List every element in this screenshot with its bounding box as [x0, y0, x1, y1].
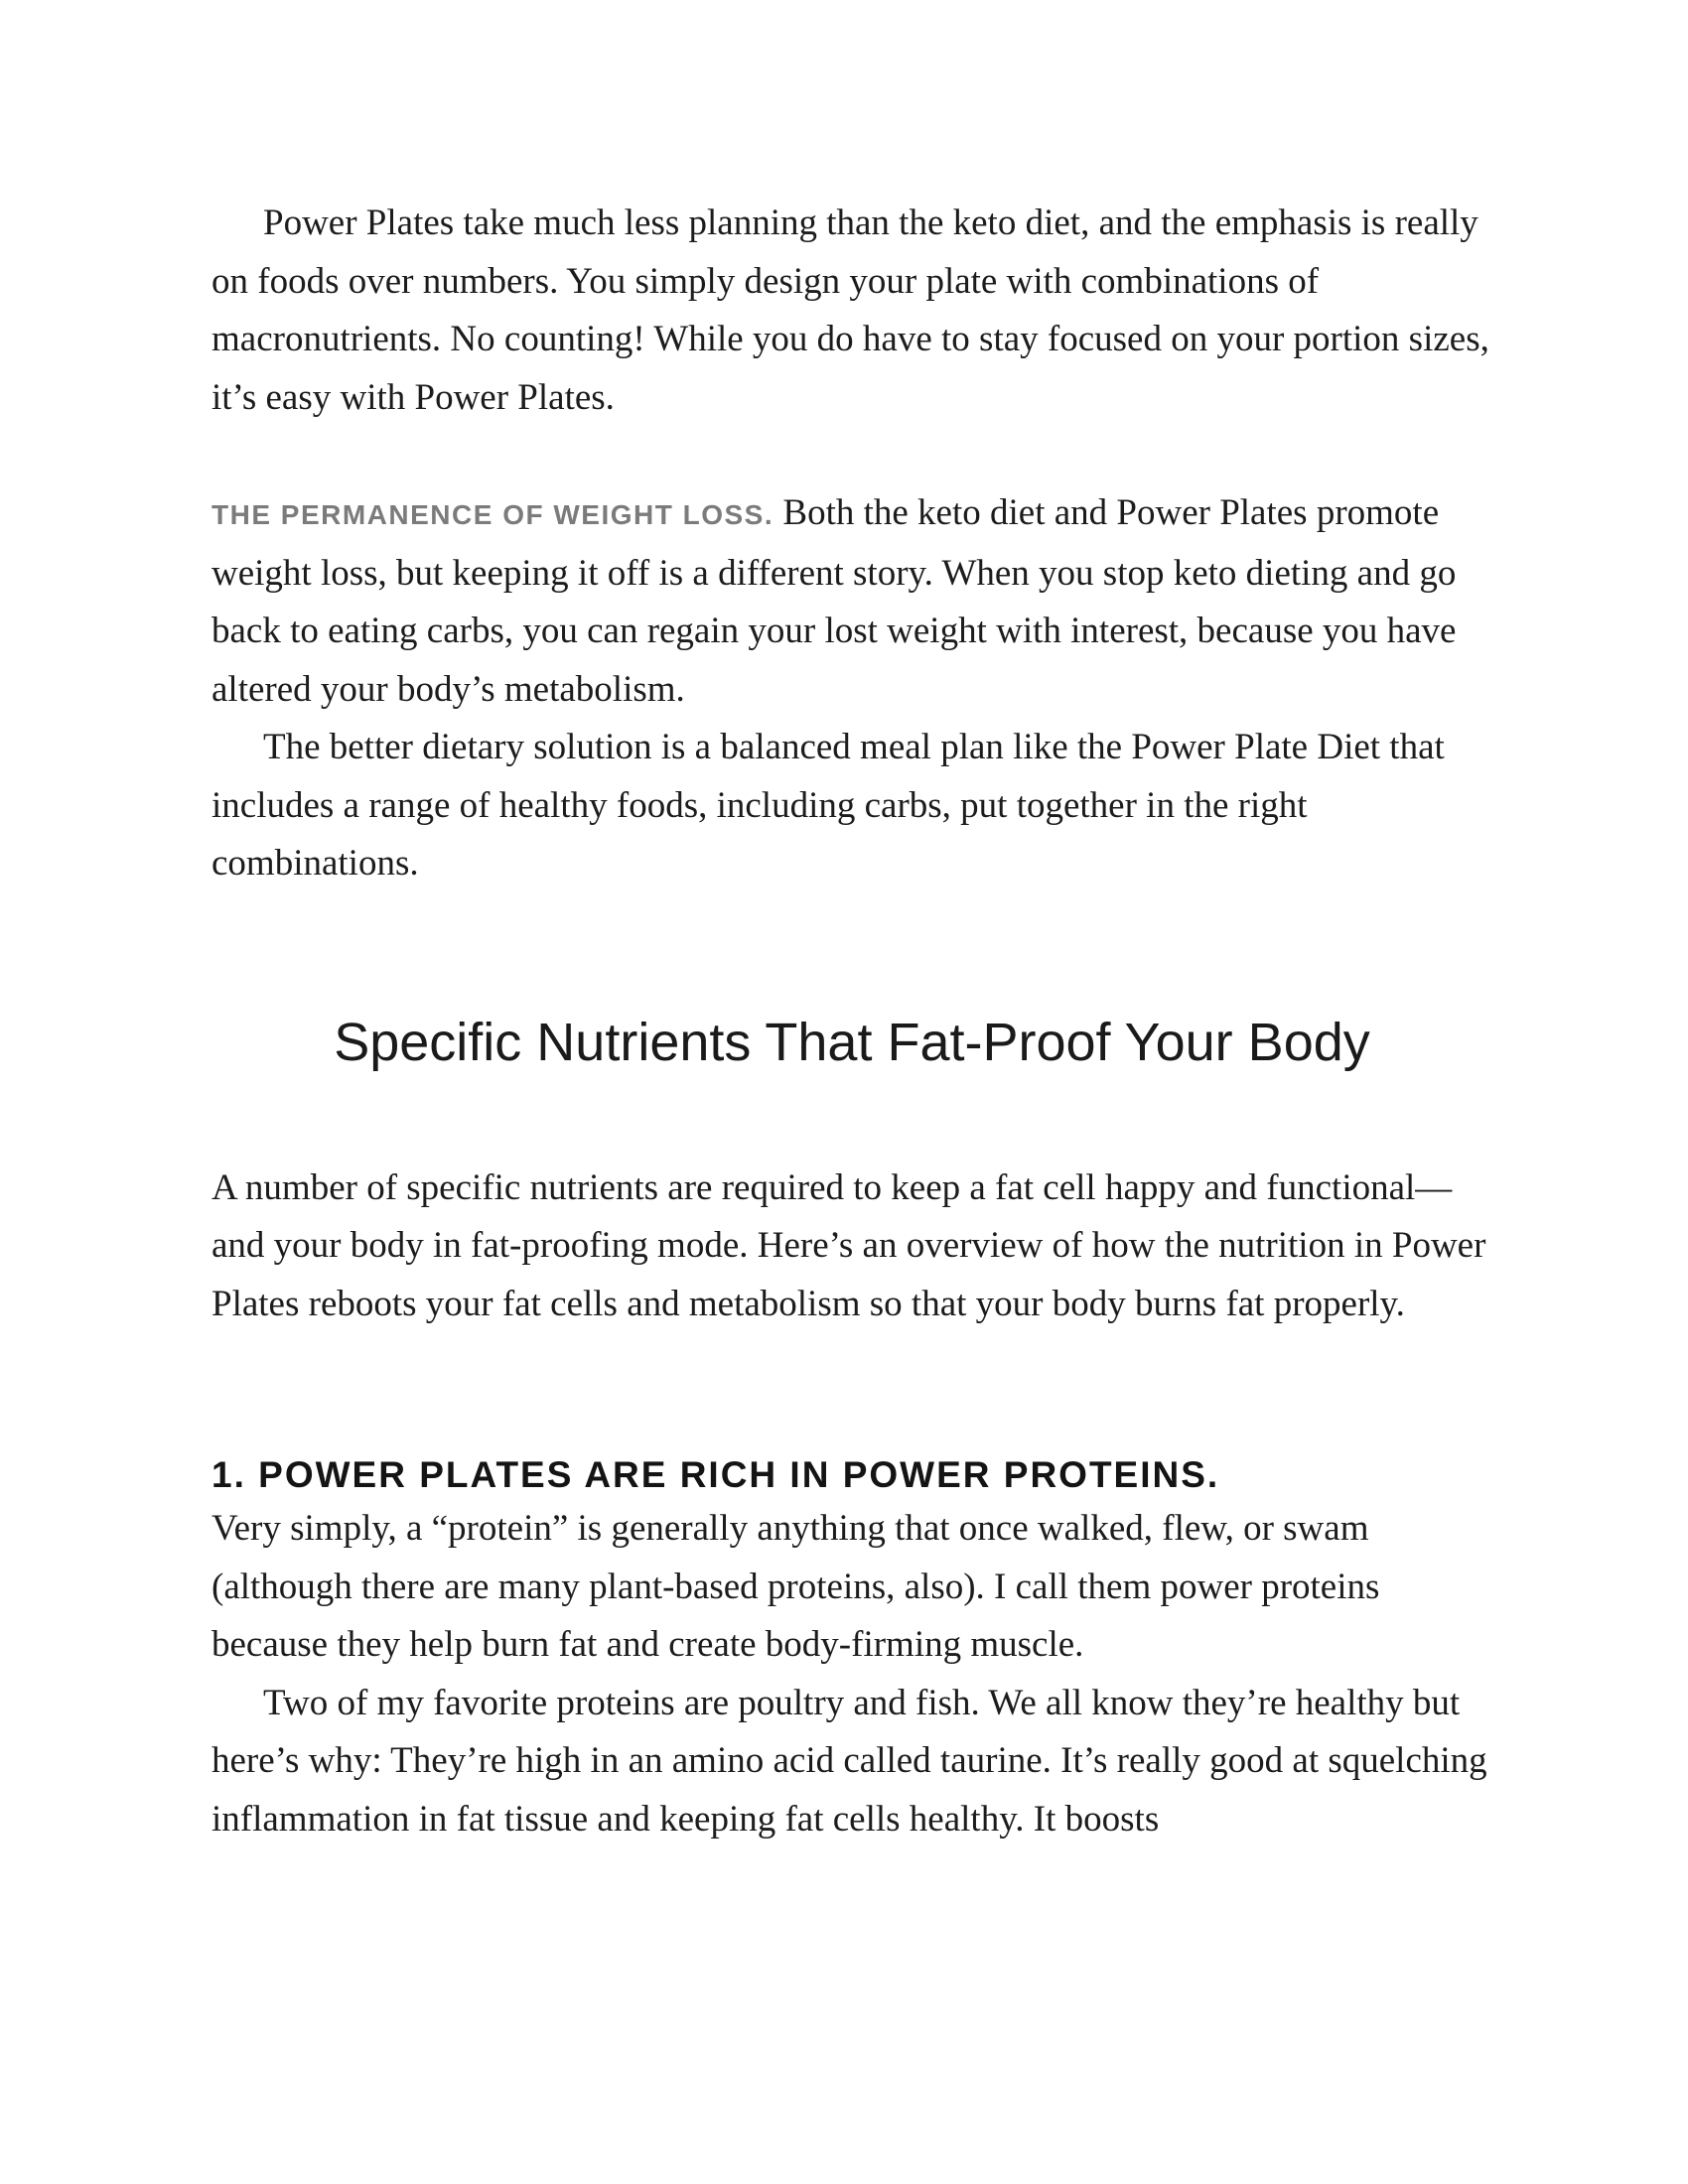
paragraph-better-solution: The better dietary solution is a balanced meal plan like the Power Plate Diet that includes a range of healthy foods, including carbs, put together in the right combinations. — [211, 727, 1445, 884]
subheading-power-proteins: 1. POWER PLATES ARE RICH IN POWER PROTEINS. — [211, 1454, 1220, 1495]
section-title: Specific Nutrients That Fat-Proof Your Body — [334, 1012, 1370, 1072]
paragraph-permanence — [211, 484, 1492, 719]
paragraph-poultry-fish: Two of my favorite proteins are poultry and fish. We all know they’re healthy but here’s why: They’re high in an amino acid called taurine. It’s really good at squelching inflammation in fat tissue and keeping fat cells healthy. It boosts — [211, 1682, 1487, 1840]
document-page — [211, 195, 1492, 1848]
paragraph-protein-definition: Very simply, a “protein” is generally anything that once walked, flew, or swam (although there are many plant-based proteins, also). I call them power proteins because they help burn fat and create body-firming muscle. — [211, 1508, 1380, 1665]
paragraph-intro: Power Plates take much less planning than the keto diet, and the emphasis is really on foods over numbers. You simply design your plate with combinations of macronutrients. No counting! While you do have to stay focused on your portion sizes, it’s easy with Power Plates. — [211, 203, 1489, 418]
paragraph-nutrients-overview: A number of specific nutrients are required to keep a fat cell happy and functional—and your body in fat-proofing mode. Here’s an overview of how the nutrition in Power Plates reboots your fat cells and metabolism so that your body burns fat properly. — [211, 1166, 1486, 1324]
paragraph-permanence-text: Both the keto diet and Power Plates promote weight loss, but keeping it off is a different story. When you stop keto dieting and go back to eating carbs, you can regain your lost weight with interest, because you have altered your body’s metabolism. — [211, 492, 1457, 710]
run-in-heading: THE PERMANENCE OF WEIGHT LOSS. — [211, 499, 774, 530]
